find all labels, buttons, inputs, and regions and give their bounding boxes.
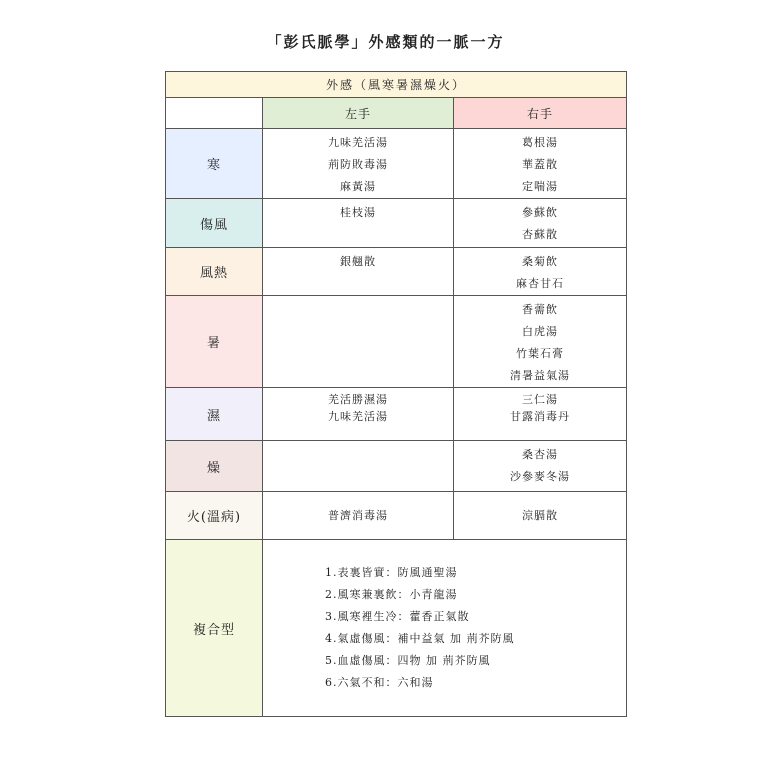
- formula-item: 定喘湯: [522, 180, 558, 193]
- formula-item: 白虎湯: [522, 325, 558, 338]
- combo-item: 3.風寒裡生冷：藿香正氣散: [325, 610, 470, 623]
- formula-item: 葛根湯: [522, 136, 558, 149]
- left-formula-cell: [263, 129, 454, 199]
- formula-item: 荊防敗毒湯: [328, 158, 388, 171]
- table-row: [166, 296, 627, 388]
- formula-item: 桑菊飲: [522, 255, 558, 268]
- category-cell: 寒: [166, 129, 263, 199]
- document-title: 「彭氏脈學」外感類的一脈一方: [266, 33, 505, 51]
- combo-item: 4.氣虛傷風：補中益氣 加 荊芥防風: [325, 632, 515, 645]
- right-formula-cell: [454, 441, 627, 492]
- formula-item: 普濟消毒湯: [328, 508, 388, 522]
- left-formula-cell: [263, 441, 454, 492]
- category-cell: 火(溫病): [166, 492, 263, 540]
- combo-formula-list: [263, 540, 627, 717]
- left-formula-cell: [263, 296, 454, 388]
- formula-item: 銀翹散: [340, 255, 376, 268]
- formula-item: 九味羌活湯: [328, 136, 388, 149]
- formula-item: 參蘇飲: [522, 206, 558, 219]
- category-cell: 暑: [166, 296, 263, 388]
- table-header: 外感（風寒暑濕燥火）: [166, 72, 627, 98]
- category-cell: 風熱: [166, 248, 263, 296]
- table-row: [166, 441, 627, 492]
- table-row: [166, 388, 627, 441]
- table-row: [166, 248, 627, 296]
- category-cell: 濕: [166, 388, 263, 441]
- right-formula-cell: [454, 296, 627, 388]
- right-formula-cell: [454, 388, 627, 441]
- formula-item: 華蓋散: [522, 158, 558, 171]
- formula-item: 三仁湯: [522, 393, 558, 406]
- formula-item: 涼膈散: [522, 508, 558, 522]
- formula-item: 麻杏甘石: [516, 277, 564, 290]
- left-formula-cell: [263, 199, 454, 248]
- combo-item: 6.六氣不和：六和湯: [325, 676, 434, 689]
- formula-item: 香薷飲: [522, 303, 558, 316]
- corner-cell: [166, 98, 263, 129]
- combo-item: 5.血虛傷風：四物 加 荊芥防風: [325, 654, 491, 667]
- category-cell: 燥: [166, 441, 263, 492]
- formula-item: 羌活勝濕湯: [328, 393, 388, 406]
- table-header-row: [166, 72, 627, 98]
- left-hand-header: 左手: [263, 98, 454, 129]
- table-row: [166, 199, 627, 248]
- formula-item: 杏蘇散: [522, 228, 558, 241]
- left-formula-cell: [263, 388, 454, 441]
- combo-row: [166, 540, 627, 717]
- hand-header-row: [166, 98, 627, 129]
- right-formula-cell: [454, 248, 627, 296]
- formula-item: 九味羌活湯: [328, 410, 388, 423]
- right-formula-cell: [454, 129, 627, 199]
- combo-item: 2.風寒兼裏飲：小青龍湯: [325, 588, 458, 601]
- right-formula-cell: [454, 199, 627, 248]
- category-cell: 複合型: [166, 540, 263, 717]
- formula-item: 竹葉石膏: [516, 347, 564, 360]
- combo-item: 1.表裏皆實：防風通聖湯: [325, 566, 458, 579]
- category-cell: 傷風: [166, 199, 263, 248]
- left-formula-cell: [263, 492, 454, 540]
- formula-item: 沙參麥冬湯: [510, 470, 570, 483]
- table-row: [166, 129, 627, 199]
- table-row: [166, 492, 627, 540]
- formula-item: 甘露消毒丹: [510, 410, 570, 423]
- formula-table: [165, 71, 627, 717]
- right-formula-cell: [454, 492, 627, 540]
- formula-item: 桂枝湯: [340, 206, 376, 219]
- left-formula-cell: [263, 248, 454, 296]
- formula-item: 清暑益氣湯: [510, 369, 570, 382]
- formula-item: 麻黃湯: [340, 180, 376, 193]
- right-hand-header: 右手: [454, 98, 627, 129]
- formula-item: 桑杏湯: [522, 448, 558, 461]
